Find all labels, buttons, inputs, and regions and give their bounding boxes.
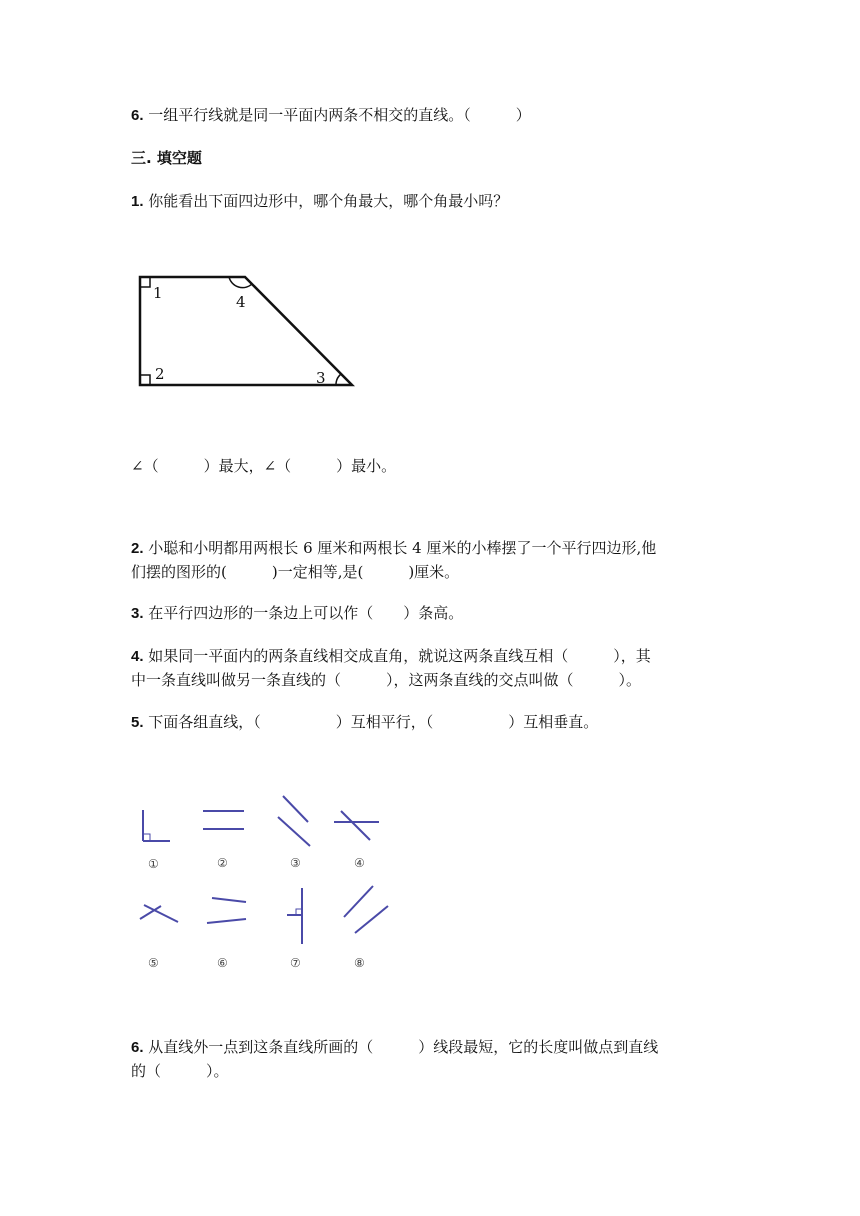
option-label-6: ⑥: [217, 956, 228, 970]
question-number: 6.: [131, 1039, 144, 1056]
option-label-8: ⑧: [354, 956, 365, 970]
line-pair-6: [207, 898, 246, 923]
question-text-line1: 小聪和小明都用两根长 6 厘米和两根长 4 厘米的小棒摆了一个平行四边形,他: [148, 539, 657, 557]
option-label-3: ③: [290, 856, 301, 870]
line-pair-5: [140, 905, 178, 922]
angle-label-2: 2: [155, 365, 165, 383]
line-pair-7: [287, 888, 302, 944]
question-text-line1: 从直线外一点到这条直线所画的（ ）线段最短，它的长度叫做点到直线: [148, 1038, 659, 1056]
option-label-1: ①: [148, 857, 159, 871]
section-title: 三. 填空题: [131, 149, 202, 167]
question-text: 一组平行线就是同一平面内两条不相交的直线。（ ）: [148, 106, 531, 124]
line-pair-4: [334, 811, 379, 840]
question-number: 6.: [131, 107, 144, 124]
question-number: 2.: [131, 540, 144, 557]
fill-question-6: [131, 1034, 658, 1061]
fill-question-1-answer: ∠（ ）最大，∠（ ）最小。: [131, 457, 397, 475]
question-text-line1: 如果同一平面内的两条直线相交成直角，就说这两条直线互相（ ），其: [148, 647, 651, 665]
option-label-2: ②: [217, 856, 228, 870]
question-number: 5.: [131, 714, 144, 731]
option-label-4: ④: [354, 856, 365, 870]
fill-question-4-line2: 中一条直线叫做另一条直线的（ ），这两条直线的交点叫做（ ）。: [131, 671, 642, 689]
question-number: 1.: [131, 193, 144, 210]
fill-question-6-line2: 的（ ）。: [131, 1062, 229, 1080]
option-label-5: ⑤: [148, 956, 159, 970]
question-number: 4.: [131, 648, 144, 665]
line-pair-1: [143, 810, 170, 841]
question-text: 在平行四边形的一条边上可以作（ ）条高。: [148, 604, 464, 622]
angle-label-4: 4: [236, 293, 246, 311]
line-pair-3: [278, 796, 310, 846]
option-label-7: ⑦: [290, 956, 301, 970]
angle-label-1: 1: [153, 284, 163, 302]
fill-question-2-line2: 们摆的图形的( )一定相等,是( )厘米。: [131, 563, 460, 581]
line-pair-2: [203, 811, 244, 829]
question-text: 你能看出下面四边形中，哪个角最大，哪个角最小吗？: [148, 192, 509, 210]
question-text: 下面各组直线，（ ）互相平行，（ ）互相垂直。: [148, 713, 599, 731]
angle-label-3: 3: [316, 369, 326, 387]
question-number: 3.: [131, 605, 144, 622]
line-pair-8: [344, 886, 388, 933]
